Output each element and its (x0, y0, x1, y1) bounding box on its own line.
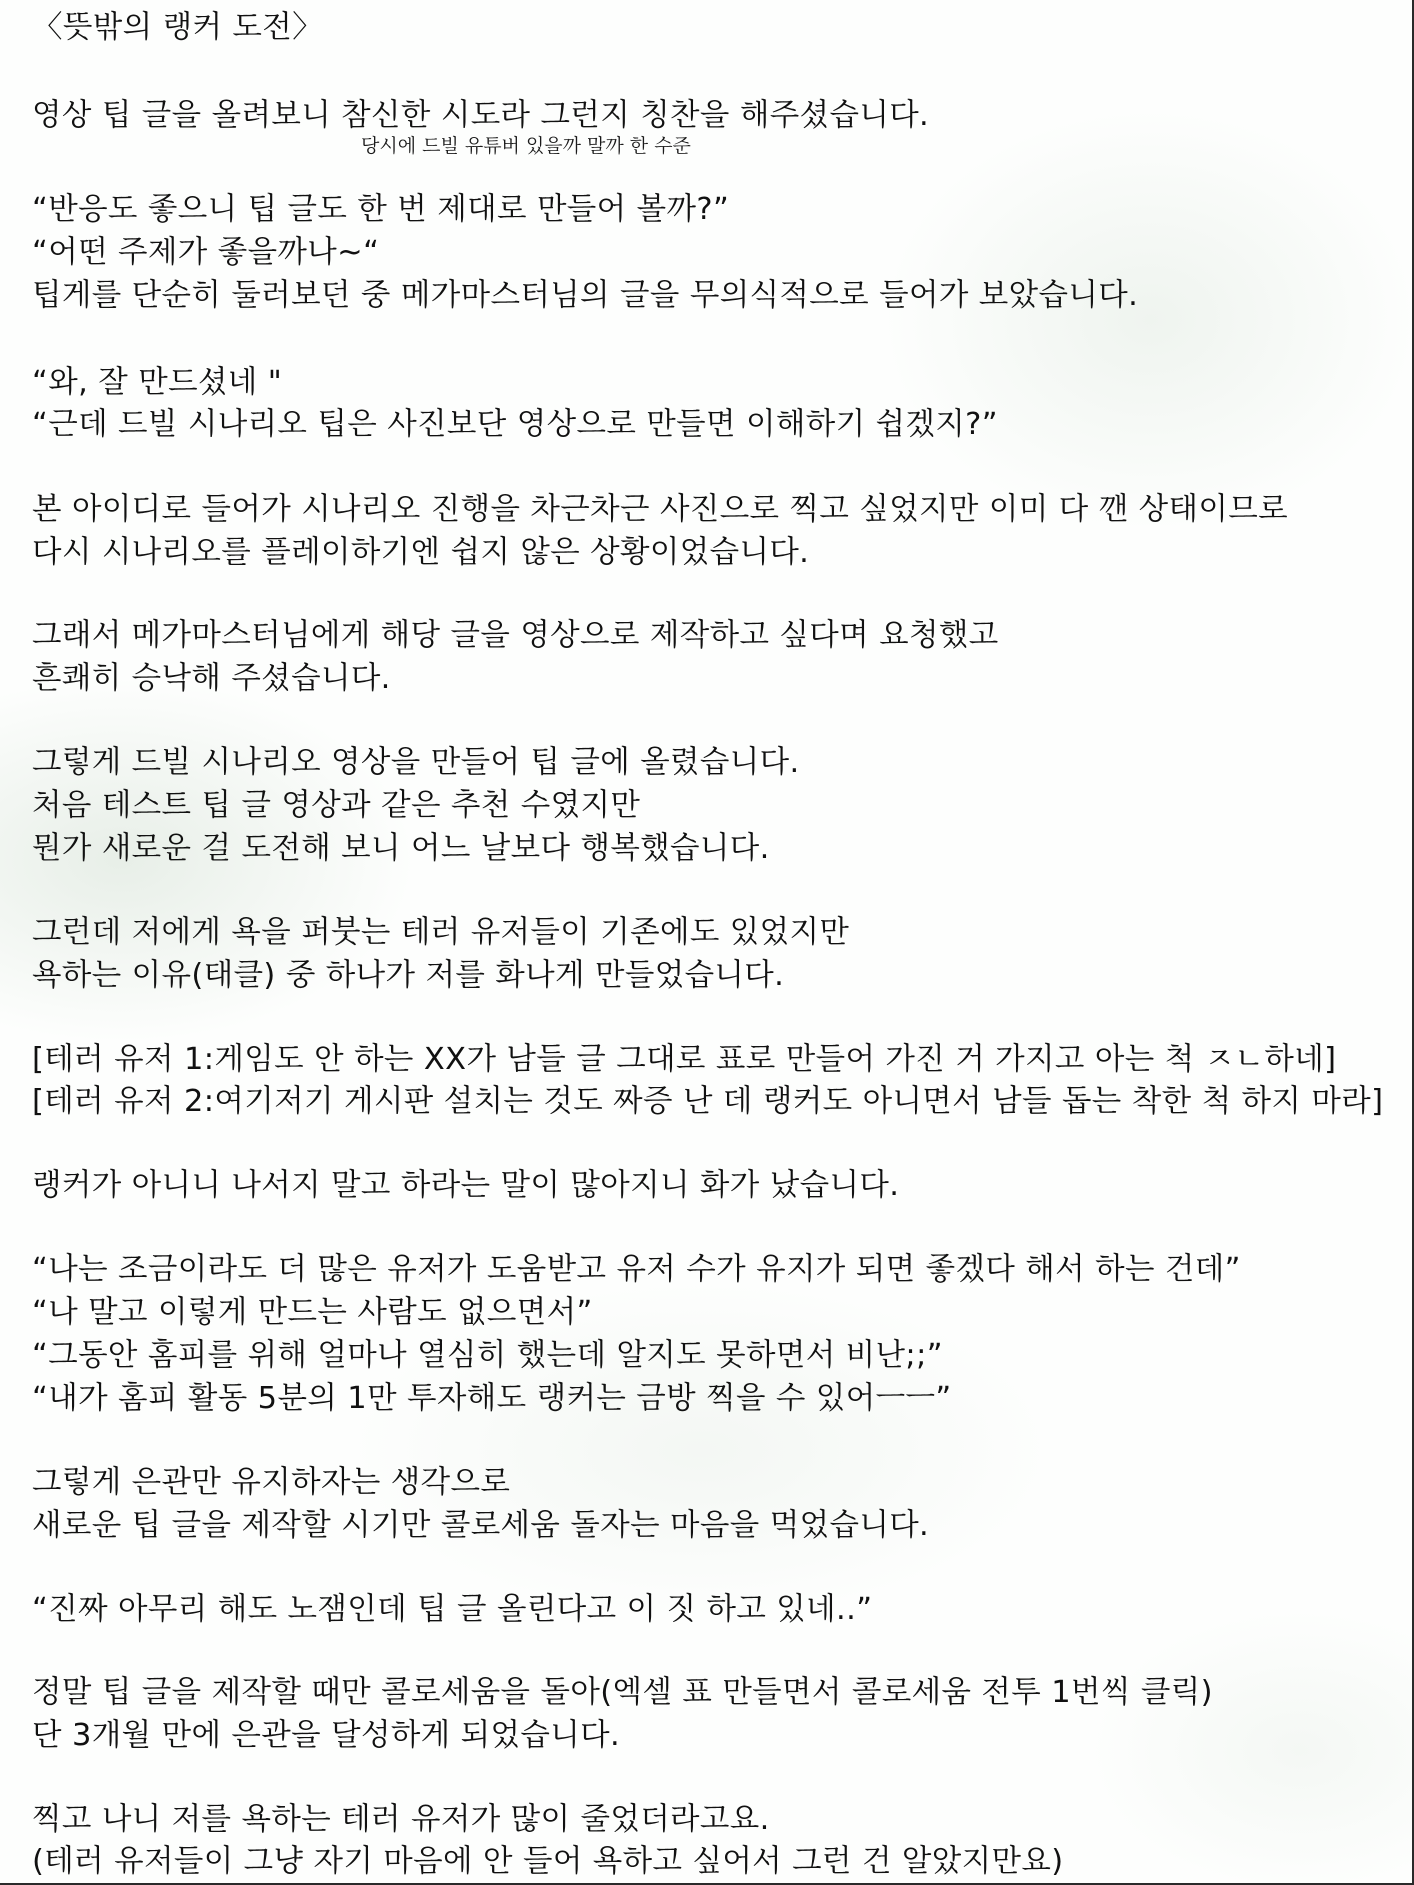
footnote-annotation: 당시에 드빌 유튜버 있을까 말까 한 수준 (361, 135, 691, 157)
text-line: [테러 유저 2:여기저기 게시판 설치는 것도 짜증 난 데 랭커도 아니면서 남들 돕는 착한 척 하지 마라] (32, 1084, 1384, 1119)
text-line: (테러 유저들이 그냥 자기 마음에 안 들어 욕하고 싶어서 그런 건 알았지만요) (32, 1844, 1064, 1879)
text-line: 찍고 나니 저를 욕하는 테러 유저가 많이 줄었더라고요. (32, 1802, 770, 1837)
text-line: “나 말고 이렇게 만드는 사람도 없으면서” (32, 1295, 593, 1330)
document-title: 〈뜻밖의 랭커 도전〉 (32, 10, 324, 45)
text-line: “근데 드빌 시나리오 팁은 사진보단 영상으로 만들면 이해하기 쉽겠지?” (32, 407, 998, 442)
text-line: “나는 조금이라도 더 많은 유저가 도움받고 유저 수가 유지가 되면 좋겠다 해서 하는 건데” (32, 1252, 1241, 1287)
text-line: “그동안 홈피를 위해 얼마나 열심히 했는데 알지도 못하면서 비난;;” (32, 1338, 943, 1373)
text-line: 다시 시나리오를 플레이하기엔 쉽지 않은 상황이었습니다. (32, 535, 810, 570)
text-line: 정말 팁 글을 제작할 때만 콜로세움을 돌아(엑셀 표 만들면서 콜로세움 전투 1번씩 클릭) (32, 1675, 1213, 1710)
text-line: 그렇게 은관만 유지하자는 생각으로 (32, 1465, 511, 1500)
text-line: 욕하는 이유(태클) 중 하나가 저를 화나게 만들었습니다. (32, 958, 785, 993)
text-line: “어떤 주제가 좋을까나~“ (32, 235, 380, 270)
text-line: 팁게를 단순히 둘러보던 중 메가마스터님의 글을 무의식적으로 들어가 보았습니다. (32, 278, 1139, 313)
text-line: 그래서 메가마스터님에게 해당 글을 영상으로 제작하고 싶다며 요청했고 (32, 618, 999, 653)
text-line: “와, 잘 만드셨네 " (32, 365, 283, 400)
text-line: 단 3개월 만에 은관을 달성하게 되었습니다. (32, 1718, 621, 1753)
text-line: 뭔가 새로운 걸 도전해 보니 어느 날보다 행복했습니다. (32, 831, 770, 866)
text-line: 처음 테스트 팁 글 영상과 같은 추천 수였지만 (32, 788, 641, 823)
text-line: 그렇게 드빌 시나리오 영상을 만들어 팁 글에 올렸습니다. (32, 745, 800, 780)
text-line: 그런데 저에게 욕을 퍼붓는 테러 유저들이 기존에도 있었지만 (32, 915, 850, 950)
text-line: 흔쾌히 승낙해 주셨습니다. (32, 661, 391, 696)
text-line: 본 아이디로 들어가 시나리오 진행을 차근차근 사진으로 찍고 싶었지만 이미 다 깬 상태이므로 (32, 492, 1288, 527)
text-line: 랭커가 아니니 나서지 말고 하라는 말이 많아지니 화가 났습니다. (32, 1168, 900, 1203)
text-line: [테러 유저 1:게임도 안 하는 XX가 남들 글 그대로 표로 만들어 가진 거 가지고 아는 척 ㅈㄴ하네] (32, 1042, 1337, 1077)
text-line: “내가 홈피 활동 5분의 1만 투자해도 랭커는 금방 찍을 수 있어ㅡㅡ” (32, 1381, 952, 1416)
text-line: 영상 팁 글을 올려보니 참신한 시도라 그런지 칭찬을 해주셨습니다. (32, 98, 930, 133)
text-line: 새로운 팁 글을 제작할 시기만 콜로세움 돌자는 마음을 먹었습니다. (32, 1508, 930, 1543)
text-line: “진짜 아무리 해도 노잼인데 팁 글 올린다고 이 짓 하고 있네..” (32, 1592, 873, 1627)
text-line: “반응도 좋으니 팁 글도 한 번 제대로 만들어 볼까?” (32, 192, 730, 227)
